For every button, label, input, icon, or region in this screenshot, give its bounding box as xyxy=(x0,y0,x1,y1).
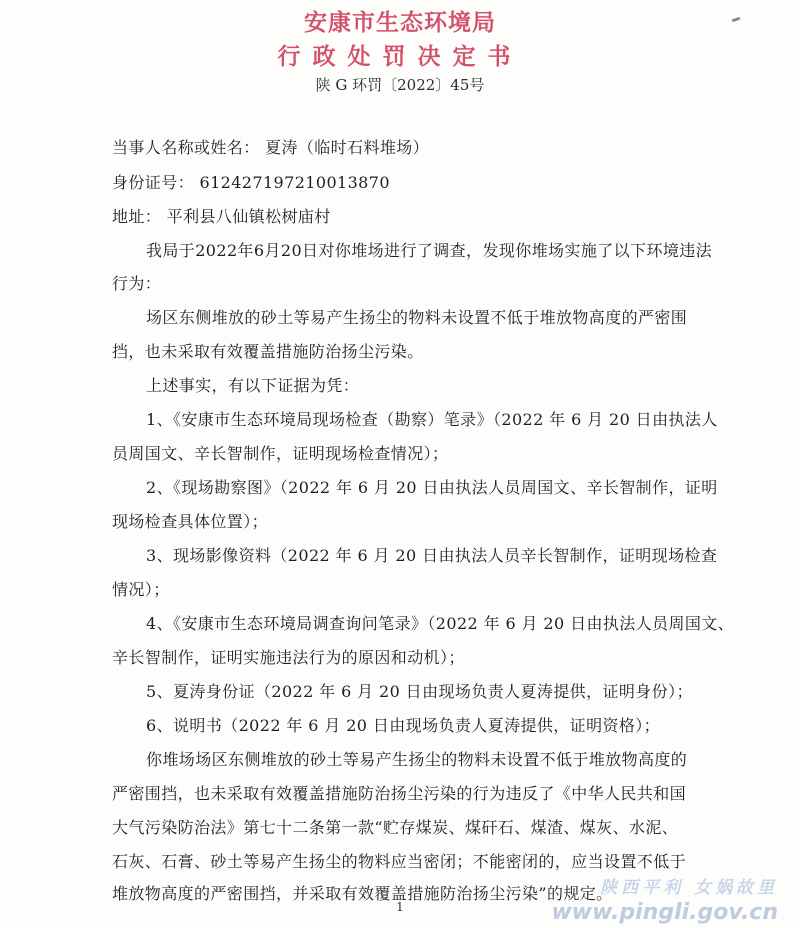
body-line: 6、说明书（2022 年 6 月 20 日由现场负责人夏涛提供，证明资格）； xyxy=(146,716,661,735)
body-line: 你堆场场区东侧堆放的砂土等易产生扬尘的物料未设置不低于堆放物高度的 xyxy=(146,750,688,769)
body-line: 员周国文、辛长智制作，证明现场检查情况）； xyxy=(112,444,449,463)
page-number: 1 xyxy=(396,900,404,914)
body-line: 场区东侧堆放的砂土等易产生扬尘的物料未设置不低于堆放物高度的严密围 xyxy=(146,308,688,327)
body-line: 2、《现场勘察图》（2022 年 6 月 20 日由执法人员周国文、辛长智制作，证明 xyxy=(146,478,718,497)
document-title: 行政处罚决定书 xyxy=(277,44,523,70)
body-line: 现场检查具体位置）； xyxy=(112,512,269,531)
body-line: 3、现场影像资料（2022 年 6 月 20 日由执法人员辛长智制作，证明现场检查 xyxy=(146,546,718,565)
document-number: 陕 G 环罚〔2022〕45号 xyxy=(315,76,485,94)
body-line: 5、夏涛身份证（2022 年 6 月 20 日由现场负责人夏涛提供，证明身份）； xyxy=(146,682,693,701)
body-line: 堆放物高度的严密围挡，并采取有效覆盖措施防治扬尘污染”的规定。 xyxy=(112,884,613,903)
watermark-text: 陕西平利 女娲故里 xyxy=(600,878,778,898)
body-line: 情况）； xyxy=(112,580,170,599)
body-line: 行为： xyxy=(112,274,162,293)
body-line: 挡，也未采取有效覆盖措施防治扬尘污染。 xyxy=(112,342,424,361)
party-name: 当事人名称或姓名： 夏涛（临时石料堆场） xyxy=(112,138,430,157)
body-line: 我局于2022年6月20日对你堆场进行了调查，发现你堆场实施了以下环境违法 xyxy=(146,241,713,260)
body-line: 1、《安康市生态环境局现场检查（勘察）笔录》（2022 年 6 月 20 日由执法人 xyxy=(146,410,718,429)
party-id: 身份证号： 612427197210013870 xyxy=(112,173,390,192)
watermark xyxy=(551,873,778,925)
watermark-url: www.pingli.gov.cn xyxy=(551,900,778,925)
body-line: 大气污染防治法》第七十二条第一款“贮存煤炭、煤矸石、煤渣、煤灰、水泥、 xyxy=(112,818,679,837)
party-address: 地址： 平利县八仙镇松树庙村 xyxy=(112,207,331,226)
issuing-organization: 安康市生态环境局 xyxy=(304,10,496,36)
body-line: 石灰、石膏、砂土等易产生扬尘的物料应当密闭；不能密闭的，应当设置不低于 xyxy=(112,852,687,871)
body-line: 严密围挡，也未采取有效覆盖措施防治扬尘污染的行为违反了《中华人民共和国 xyxy=(112,784,687,803)
body-line: 辛长智制作，证明实施违法行为的原因和动机）； xyxy=(112,648,465,667)
body-line: 上述事实，有以下证据为凭： xyxy=(146,376,360,395)
body-line: 4、《安康市生态环境局调查询问笔录》（2022 年 6 月 20 日由执法人员周国文、 xyxy=(146,614,735,633)
